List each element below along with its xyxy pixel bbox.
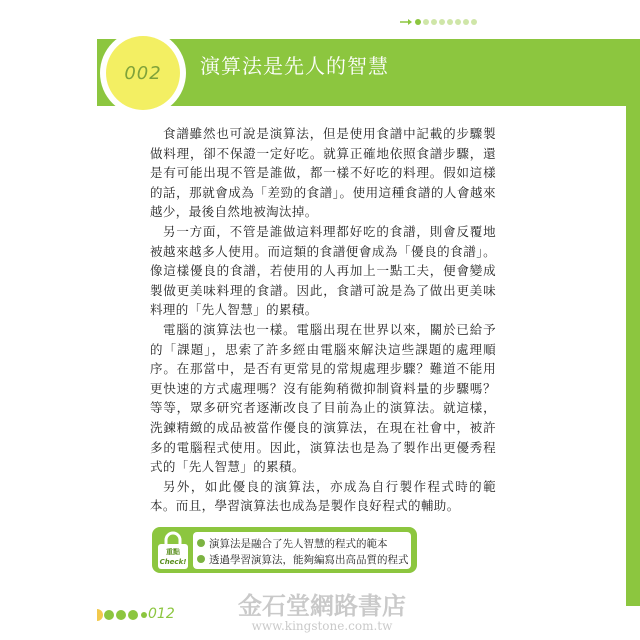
- paragraph: 另一方面，不管是誰做這料理都好吃的食譜，則會反覆地被越來越多人使用。而這類的食譜便會成為「優良的食譜」。像這樣優良的食譜，若使用的人再加上一點工夫，便會變成製做更美味料理的食譜。因此，食譜可說是為了做出更美味料理的「先人智慧」的累積。: [150, 223, 496, 318]
- check-item-text: 透過學習演算法，能夠編寫出高品質的程式: [209, 553, 409, 566]
- bullet-icon: [197, 555, 205, 563]
- section-number: 002: [124, 62, 162, 84]
- check-icon-label-bottom: Check!: [159, 558, 187, 566]
- bullet-icon: [197, 539, 205, 547]
- check-icon-label-top: 重點: [166, 548, 180, 556]
- watermark-logo: [230, 588, 415, 634]
- section-badge-inner: [106, 36, 180, 110]
- paragraph: 另外，如此優良的演算法，亦成為自行製作程式時的範本。而且，學習演算法也成為是製作良好程式的輔助。: [150, 478, 496, 514]
- page-number: 012: [148, 606, 175, 622]
- watermark-url: www.kingstone.com.tw: [251, 619, 393, 633]
- progress-dots: [398, 16, 478, 28]
- paragraph: 食譜雖然也可說是演算法，但是使用食譜中記載的步驟製做料理，卻不保證一定好吃。就算正確地依照食譜步驟，還是有可能出現不管是誰做，都一樣不好吃的料理。假如這樣的話，那就會成為「差勁的食譜」。使用這種食譜的人會越來越少，最後自然地被淘汰掉。: [150, 126, 496, 220]
- watermark-main: 金石堂網路書店: [238, 591, 406, 620]
- section-title: 演算法是先人的智慧: [200, 54, 389, 78]
- check-item: [197, 535, 409, 551]
- check-item-text: 演算法是融合了先人智慧的程式的範本: [209, 537, 388, 550]
- check-item: [197, 551, 409, 567]
- paragraph: 電腦的演算法也一樣。電腦出現在世界以來，關於已給予的「課題」，思索了許多經由電腦來解決這些課題的處理順序。在那當中，是否有更常見的常規處理步驟？難道不能用更快速的方式處理嗎？沒有能夠稍微抑制資料量的步驟嗎？等等，眾多研究者逐漸改良了目前為止的演算法。就這樣，洗鍊精緻的成品被當作優良的演算法，在現在社會中，被許多的電腦程式使用。因此，演算法也是為了製作出更優秀程式的「先人智慧」的累積。: [150, 321, 496, 475]
- page-edge-bar: [626, 106, 640, 606]
- lock-check-icon: [155, 531, 191, 571]
- check-list: [197, 535, 409, 567]
- body-text: [150, 124, 496, 516]
